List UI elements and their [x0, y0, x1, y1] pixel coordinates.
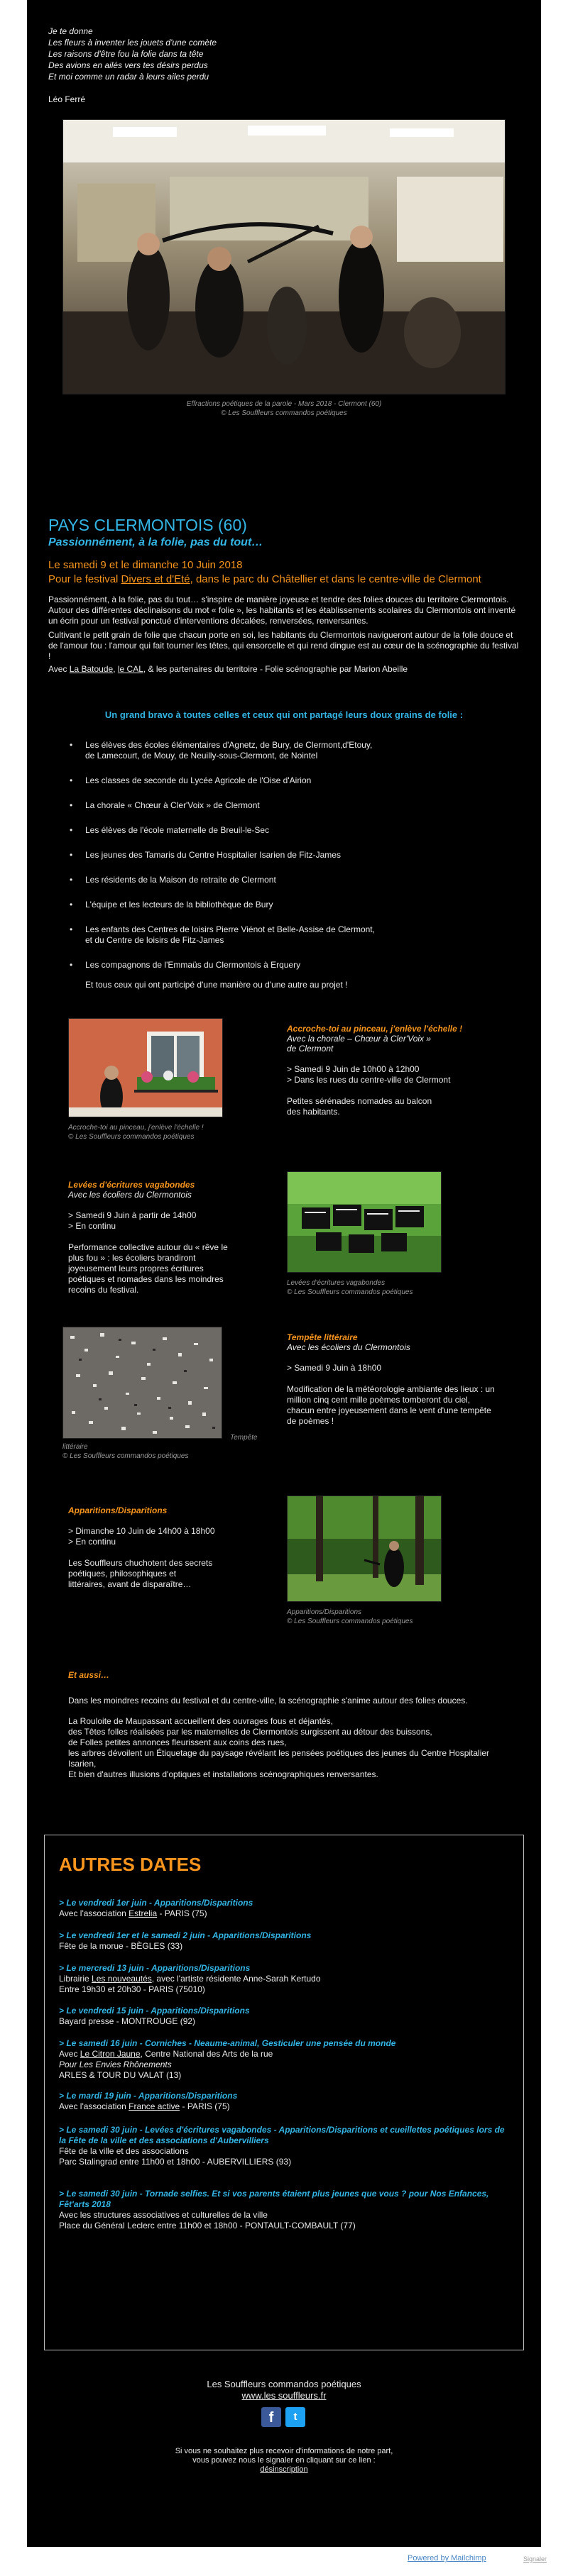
- poem-line: Je te donne: [48, 26, 93, 36]
- accroche-event: [287, 1024, 500, 1117]
- agenda-item-heading: > Le samedi 16 juin - Corniches - Neaume-animal, Gesticuler une pensée du monde: [59, 2038, 396, 2048]
- tempete-caption-2: littéraire: [62, 1443, 88, 1451]
- event-time: > Dimanche 10 Juin de 14h00 à 18h00: [68, 1526, 215, 1536]
- list-item: • Les résidents de la Maison de retraite de Clermont: [70, 875, 276, 885]
- hero-caption-2: © Les Souffleurs commandos poétiques: [221, 409, 347, 417]
- poem: [48, 26, 217, 105]
- section-subtitle: Passionnément, à la folie, pas du tout…: [48, 536, 263, 548]
- participants-closing: Et tous ceux qui ont participé d'une manière ou d'une autre au projet !: [85, 980, 348, 990]
- event-subtitle: Avec la chorale – Chœur à Cler'Voix »: [287, 1034, 432, 1044]
- apparitions-caption-2: © Les Souffleurs commandos poétiques: [287, 1618, 413, 1625]
- partners-separator: ,: [113, 664, 118, 674]
- intro-paragraph-1: Passionnément, à la folie, pas du tout… s'inspire de manière joyeuse et tendre des folies douces du territoire Clermontois. Autour des différentes déclinaisons du mot « folie », les habitants et les établissements scolaires du Clermontois ont inventé un écrin pour un festival ponctué d'interventions décalées, renversées, renversantes.: [48, 595, 516, 626]
- agenda-link[interactable]: France active: [129, 2101, 180, 2111]
- apparitions-photo: [287, 1496, 442, 1602]
- festival-dates: Le samedi 9 et le dimanche 10 Juin 2018: [48, 559, 243, 571]
- intro-paragraph-2: Cultivant le petit grain de folie que chacun porte en soi, les habitants du Clermontois navigueront autour de la folie douce et de l'amour fou : l'amour qui fait tourner les têtes, qui ensorcelle et qui rend dingue est au cœur de la scénographie du festival !: [48, 630, 519, 661]
- festival-location: , dans le parc du Châtellier et dans le centre-ville de Clermont: [190, 573, 481, 585]
- event-place: > Dans les rues du centre-ville de Clermont: [287, 1075, 451, 1085]
- event-time: > Samedi 9 Juin à partir de 14h00: [68, 1210, 197, 1220]
- bullet-icon: •: [70, 800, 73, 810]
- festival-text: Pour le festival: [48, 573, 121, 585]
- levees-photo: [287, 1171, 442, 1273]
- signs-image: [288, 1172, 442, 1273]
- bullet-icon: •: [70, 775, 73, 785]
- agenda-item: > Le samedi 30 juin - Tornade selfies. Et si vos parents étaient plus jeunes que vous ? pour Nos Enfances, Fêt'arts 2018 Avec les structures associatives et culturelles de la ville Place du Général Leclerc entre 11h00 et 18h00 - PONTAULT-COMBAULT (77): [59, 2189, 513, 2231]
- poem-line: Les raisons d'être fou la folie dans ta tête: [48, 49, 204, 59]
- cal-link[interactable]: le CAL: [117, 664, 143, 674]
- agenda-item-heading: > Le samedi 30 juin - Tornade selfies. Et si vos parents étaient plus jeunes que vous ? pour Nos Enfances, Fêt'arts 2018: [59, 2189, 489, 2209]
- list-item: • Les compagnons de l'Emmaüs du Clermontois à Erquery: [70, 960, 301, 970]
- poem-line: Et moi comme un radar à leurs ailes perdu: [48, 72, 209, 82]
- event-subtitle: Avec les écoliers du Clermontois: [68, 1190, 192, 1200]
- accroche-photo: [68, 1018, 223, 1117]
- agenda-item: > Le samedi 16 juin - Corniches - Neaume-animal, Gesticuler une pensée du monde Avec Le Citron Jaune, Centre National des Arts de la rue Pour Les Envies Rhônements ARLES & TOUR DU VALAT (13): [59, 2038, 513, 2081]
- etaussi-line: des Têtes folles réalisées par les maternelles de Clermontois surgissent au détour des buissons,: [68, 1727, 432, 1737]
- tempete-caption-1: Tempête: [230, 1434, 258, 1442]
- etaussi-paragraph: Dans les moindres recoins du festival et du centre-ville, la scénographie s'anime autour des folies douces.: [68, 1696, 468, 1706]
- event-title: Accroche-toi au pinceau, j'enlève l'échelle !: [287, 1024, 463, 1034]
- event-time: > Samedi 9 Juin à 18h00: [287, 1363, 382, 1373]
- list-item: • L'équipe et les lecteurs de la bibliothèque de Bury: [70, 900, 273, 910]
- festival-link[interactable]: Divers et d'Eté: [121, 573, 190, 585]
- section-title: PAYS CLERMONTOIS (60): [48, 516, 247, 534]
- tempete-photo: [62, 1327, 222, 1439]
- agenda-item: > Le samedi 30 juin - Levées d'écritures vagabondes - Apparitions/Disparitions et cueillettes poétiques lors de la Fête de la ville et des associations d'Aubervilliers Fête de la ville et des associations Parc Stalingrad entre 11h00 et 18h00 - AUBERVILLIERS (93): [59, 2125, 513, 2167]
- agenda-item-heading: > Le vendredi 1er juin - Apparitions/Disparitions: [59, 1898, 253, 1908]
- agenda-item: > Le mercredi 13 juin - Apparitions/Disparitions Librairie Les nouveautés, avec l'artiste résidente Anne-Sarah Kertudo Entre 19h30 et 20h30 - PARIS (75010): [59, 1963, 513, 1995]
- website-link[interactable]: www.les souffleurs.fr: [241, 2390, 327, 2401]
- tempete-event: [287, 1332, 500, 1427]
- bullet-icon: •: [70, 825, 73, 835]
- bullet-icon: •: [70, 900, 73, 910]
- classroom-image: [63, 120, 506, 394]
- bravo-heading: Un grand bravo à toutes celles et ceux qui ont partagé leurs doux grains de folie :: [104, 709, 464, 720]
- event-subtitle: de Clermont: [287, 1044, 334, 1054]
- agenda-link[interactable]: Estrelia: [129, 1908, 158, 1918]
- list-item: • Les classes de seconde du Lycée Agricole de l'Oise d'Airion: [70, 775, 312, 785]
- intro-paragraph-3: [48, 664, 520, 675]
- bullet-icon: •: [70, 924, 73, 934]
- festival-line: [48, 573, 481, 585]
- list-item: • Les enfants des Centres de loisirs Pierre Viénot et Belle-Assise de Clermont, et du Centre de loisirs de Fitz-James: [70, 924, 375, 945]
- levees-caption-1: Levées d'écritures vagabondes: [287, 1279, 386, 1287]
- powered-by-link[interactable]: Powered by Mailchimp: [408, 2554, 486, 2563]
- etaussi-title: Et aussi…: [68, 1670, 110, 1680]
- bullet-icon: •: [70, 740, 73, 750]
- agenda-item: > Le vendredi 1er juin - Apparitions/Disparitions Avec l'association Estrelia - PARIS (75): [59, 1898, 513, 1919]
- event-title: Levées d'écritures vagabondes: [68, 1180, 195, 1190]
- agenda-link[interactable]: Les nouveautés: [92, 1974, 152, 1984]
- partners-text: Avec: [48, 664, 70, 674]
- agenda-item: > Le vendredi 15 juin - Apparitions/Disparitions Bayard presse - MONTROUGE (92): [59, 2006, 513, 2027]
- forest-image: [288, 1496, 442, 1602]
- event-time: > Samedi 9 Juin de 10h00 à 12h00: [287, 1064, 420, 1074]
- hero-photo: [62, 119, 506, 394]
- etaussi-line: de Folles petites annonces fleurissent aux coins des rues,: [68, 1737, 287, 1747]
- footer-organization: Les Souffleurs commandos poétiques: [207, 2379, 361, 2389]
- event-subtitle: Avec les écoliers du Clermontois: [287, 1342, 410, 1352]
- poem-author: Léo Ferré: [48, 94, 86, 104]
- twitter-icon[interactable]: t: [285, 2407, 305, 2427]
- accroche-caption-2: © Les Souffleurs commandos poétiques: [68, 1133, 195, 1141]
- list-item: • Les jeunes des Tamaris du Centre Hospitalier Isarien de Fitz-James: [70, 850, 341, 860]
- agenda-item-heading: > Le vendredi 15 juin - Apparitions/Disparitions: [59, 2006, 250, 2016]
- paper-storm-image: [63, 1327, 222, 1439]
- levees-caption-2: © Les Souffleurs commandos poétiques: [287, 1288, 413, 1296]
- agenda-link[interactable]: Le Citron Jaune: [80, 2049, 141, 2059]
- bullet-icon: •: [70, 960, 73, 970]
- event-title: Apparitions/Disparitions: [68, 1505, 168, 1515]
- partners-text-end: , & les partenaires du territoire - Folie scénographie par Marion Abeille: [143, 664, 408, 674]
- list-item: • Les élèves de l'école maternelle de Breuil-le-Sec: [70, 825, 270, 835]
- newsletter: [27, 0, 541, 2547]
- event-place: > En continu: [68, 1221, 116, 1231]
- etaussi-text: [68, 1696, 508, 1780]
- agenda-item: > Le vendredi 1er et le samedi 2 juin - Apparitions/Disparitions Fête de la morue - BÈGLES (33): [59, 1930, 513, 1952]
- facebook-icon[interactable]: f: [261, 2407, 281, 2427]
- event-description: Petites sérénades nomades au balcon des habitants.: [287, 1096, 432, 1117]
- levees-event: [68, 1180, 260, 1295]
- apparitions-event: [68, 1505, 253, 1590]
- agenda-item-heading: > Le mardi 19 juin - Apparitions/Disparitions: [59, 2091, 238, 2101]
- event-description: Les Souffleurs chuchotent des secrets poétiques, philosophiques et littéraires, avant de disparaître…: [68, 1558, 213, 1589]
- event-place: > En continu: [68, 1537, 116, 1547]
- other-dates-box: [44, 1835, 524, 2350]
- participants-list: [70, 740, 496, 985]
- poem-line: Les fleurs à inventer les jouets d'une comète: [48, 38, 217, 48]
- bullet-icon: •: [70, 875, 73, 885]
- etaussi-line: Et bien d'autres illusions d'optiques et installations scénographiques renversantes.: [68, 1769, 378, 1779]
- event-title: Tempête littéraire: [287, 1332, 358, 1342]
- list-item: • La chorale « Chœur à Cler'Voix » de Clermont: [70, 800, 260, 810]
- agenda-item-heading: > Le samedi 30 juin - Levées d'écritures vagabondes - Apparitions/Disparitions et cueillettes poétiques lors de la Fête de la ville et des associations d'Aubervilliers: [59, 2125, 505, 2145]
- unsubscribe-link[interactable]: désinscription: [260, 2465, 308, 2474]
- unsubscribe-notice: Si vous ne souhaitez plus recevoir d'informations de notre part, vous pouvez nous le signaler en cliquant sur ce lien : désinscription: [27, 2447, 541, 2475]
- tempete-caption-3: © Les Souffleurs commandos poétiques: [62, 1452, 189, 1460]
- report-link[interactable]: Signaler: [523, 2555, 547, 2563]
- apparitions-caption-1: Apparitions/Disparitions: [287, 1608, 362, 1616]
- agenda-item-heading: > Le vendredi 1er et le samedi 2 juin - Apparitions/Disparitions: [59, 1930, 312, 1940]
- hero-caption-1: Effractions poétiques de la parole - Mars 2018 - Clermont (60): [186, 400, 382, 408]
- bullet-icon: •: [70, 850, 73, 860]
- agenda-item-heading: > Le mercredi 13 juin - Apparitions/Disparitions: [59, 1963, 251, 1973]
- poem-line: Des avions en ailés vers tes désirs perdus: [48, 60, 208, 70]
- other-dates-title: AUTRES DATES: [59, 1854, 202, 1875]
- batoude-link[interactable]: La Batoude: [69, 664, 114, 674]
- event-description: Performance collective autour du « rêve le plus fou » : les écoliers brandiront joyeusement leurs propres écritures poétiques et nomades dans les moindres recoins du festival.: [68, 1242, 228, 1295]
- etaussi-line: les arbres dévoilent un Étiquetage du paysage révélant les pensées poétiques des jeunes du Centre Hospitalier Isarien,: [68, 1748, 490, 1769]
- balcony-image: [69, 1019, 223, 1117]
- event-description: Modification de la météorologie ambiante des lieux : un million cinq cent mille poèmes tomberont du ciel, chacun entre joyeusement dans le vent d'une tempête de poèmes !: [287, 1384, 495, 1426]
- etaussi-line: La Rouloite de Maupassant accueillent des ouvrages fous et déjantés,: [68, 1716, 333, 1726]
- agenda-item: > Le mardi 19 juin - Apparitions/Disparitions Avec l'association France active - PARIS (75): [59, 2091, 513, 2112]
- list-item: • Les élèves des écoles élémentaires d'Agnetz, de Bury, de Clermont,d'Etouy, de Lamecourt, de Mouy, de Neuilly-sous-Clermont, de Nointel: [70, 740, 373, 761]
- accroche-caption-1: Accroche-toi au pinceau, j'enlève l'échelle !: [68, 1124, 204, 1132]
